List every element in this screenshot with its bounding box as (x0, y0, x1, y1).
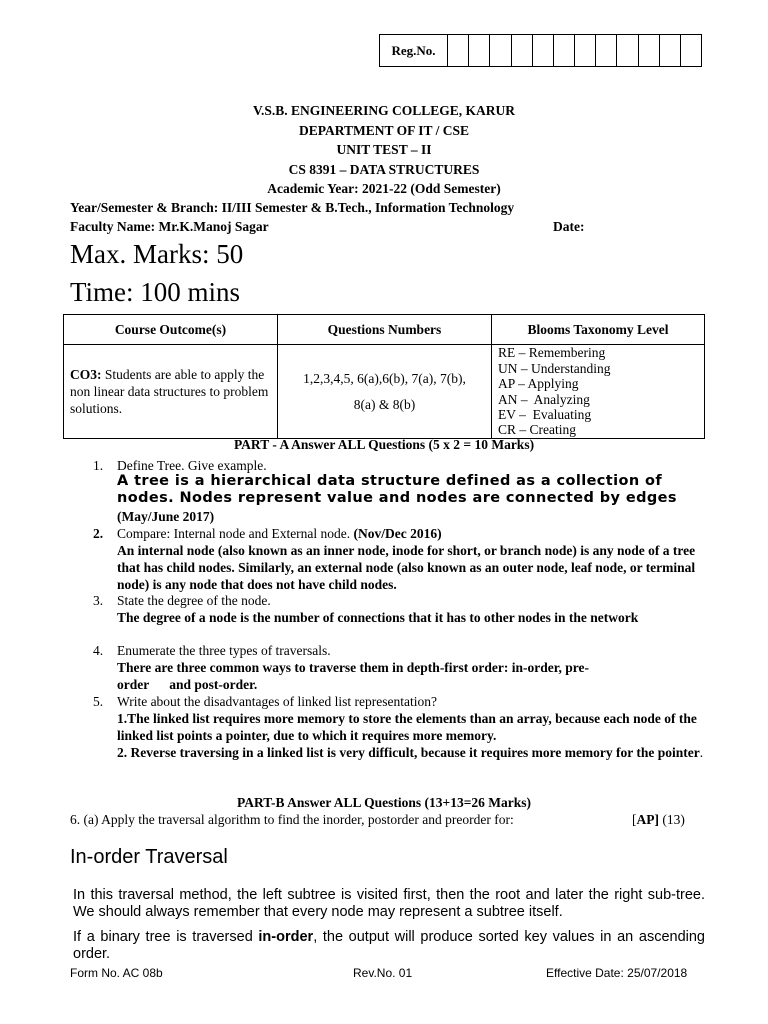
reg-no-cell (512, 35, 533, 66)
co-text: Students are able to apply the non linear data structures to problem solutions. (70, 367, 269, 416)
question-1: Define Tree. Give example. (117, 458, 267, 473)
paragraph: In this traversal method, the left subtree is visited first, then the root and later the right sub-tree. We should always remember that every node may represent a subtree itself. (73, 887, 705, 920)
answer-5-point: 1.The linked list requires more memory to store the elements than an array, because each node of the linked list points a pointer, due to which it requires more memory. (117, 711, 697, 743)
course-title: CS 8391 – DATA STRUCTURES (288, 162, 480, 177)
bloom-level: AN – Analyzing (498, 391, 590, 407)
question-2-text: Compare: Internal node and External node. (117, 526, 354, 541)
effective-date: Effective Date: 25/07/2018 (546, 966, 688, 980)
question-number: 5. (93, 694, 104, 709)
max-marks: Max. Marks: 50 (70, 239, 244, 269)
reg-no-cell (617, 35, 638, 66)
college-name: V.S.B. ENGINEERING COLLEGE, KARUR (253, 103, 515, 118)
reg-no-cell (639, 35, 660, 66)
department: DEPARTMENT OF IT / CSE (298, 123, 470, 138)
question-number: 1. (93, 458, 104, 473)
question-2-ref: (Nov/Dec 2016) (353, 526, 442, 541)
reg-no-cell (660, 35, 681, 66)
part-b-heading: PART-B Answer ALL Questions (13+13=26 Marks) (236, 795, 532, 810)
question-numbers-line: 8(a) & 8(b) (353, 396, 416, 412)
question-6a: 6. (a) Apply the traversal algorithm to find the inorder, postorder and preorder for: (70, 812, 514, 827)
table-header: Blooms Taxonomy Level (492, 315, 705, 345)
answer-2: An internal node (also known as an inner node, inode for short, or branch node) is any node of a tree that has child nodes. Similarly, an external node (also known as an outer node, leaf node, or terminal node) is any node that does not have child nodes. (117, 543, 696, 592)
bloom-level: CR – Creating (498, 422, 576, 438)
revision-number: Rev.No. 01 (353, 966, 413, 980)
answer-3: The degree of a node is the number of connections that it has to other nodes in the network (117, 610, 639, 625)
question-numbers-cell (278, 345, 492, 439)
co-label: CO3: (70, 367, 102, 382)
test-title: UNIT TEST – II (336, 142, 432, 157)
question-number: 4. (93, 643, 104, 658)
paragraph-text: , the output will produce sorted key values in an ascending order. (73, 929, 705, 962)
paragraph-text: If a binary tree is traversed (73, 929, 259, 945)
question-number: 3. (93, 593, 104, 608)
exam-time: Time: 100 mins (70, 277, 241, 307)
answer-1-line: nodes. Nodes represent value and nodes are connected by edges (117, 490, 677, 506)
bloom-level: UN – Understanding (498, 360, 611, 376)
faculty-name: Faculty Name: Mr.K.Manoj Sagar (70, 219, 269, 234)
blooms-cell (492, 345, 705, 439)
question-2 (117, 525, 442, 542)
answer-4-line: order and post-order. (117, 677, 258, 692)
question-6a-marks-text: AP] (636, 812, 659, 827)
reg-no-cell (596, 35, 617, 66)
answer-5-end: . (699, 745, 704, 760)
answer-1-line: A tree is a hierarchical data structure defined as a collection of (117, 473, 663, 489)
reg-no-label: Reg.No. (380, 35, 448, 66)
reg-no-cell (448, 35, 469, 66)
course-outcome-cell (64, 345, 278, 439)
part-a-heading: PART - A Answer ALL Questions (5 x 2 = 10 Marks) (233, 437, 535, 452)
question-1-ref: (May/June 2017) (117, 509, 215, 524)
answer-5-text: 2. Reverse traversing in a linked list is very difficult, because it requires more memory for the pointer (117, 745, 700, 760)
reg-no-cell (554, 35, 575, 66)
reg-no-cell (575, 35, 596, 66)
date-label: Date: (553, 219, 585, 234)
reg-no-cell (469, 35, 490, 66)
reg-no-cell (490, 35, 511, 66)
question-5: Write about the disadvantages of linked list representation? (117, 694, 437, 709)
year-branch: Year/Semester & Branch: II/III Semester & B.Tech., Information Technology (70, 200, 515, 215)
table-header: Course Outcome(s) (64, 315, 278, 345)
question-6a-marks: [AP] (13) (632, 812, 685, 827)
paragraph (73, 929, 705, 963)
bloom-level: RE – Remembering (498, 345, 606, 361)
course-outcome-table (63, 314, 705, 439)
paragraph-bold: in-order (258, 929, 314, 945)
bloom-level: EV – Evaluating (498, 406, 592, 422)
section-title: In-order Traversal (70, 846, 228, 868)
table-header: Questions Numbers (278, 315, 492, 345)
question-number: 2. (93, 526, 104, 541)
reg-no-cell (533, 35, 554, 66)
reg-no-cell (681, 35, 701, 66)
answer-5-point (117, 744, 712, 761)
question-3: State the degree of the node. (117, 593, 271, 608)
bloom-level: AP – Applying (498, 376, 579, 392)
question-numbers-line: 1,2,3,4,5, 6(a),6(b), 7(a), 7(b), (303, 370, 466, 386)
question-4: Enumerate the three types of traversals. (117, 643, 331, 658)
reg-no-box (379, 34, 702, 67)
answer-4-line: There are three common ways to traverse them in depth-first order: in-order, pre- (117, 660, 590, 675)
academic-year: Academic Year: 2021-22 (Odd Semester) (267, 181, 501, 196)
form-number: Form No. AC 08b (70, 966, 163, 980)
